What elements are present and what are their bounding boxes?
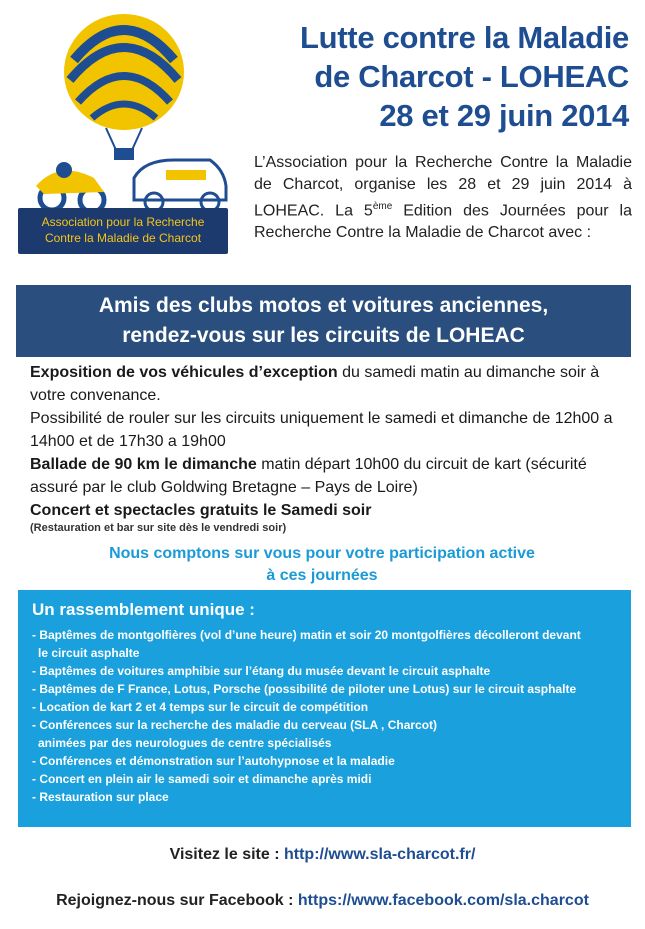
website-link[interactable]: http://www.sla-charcot.fr/ (284, 846, 476, 863)
expo-paragraph (30, 361, 634, 407)
title-line3: 28 et 29 juin 2014 (379, 98, 629, 133)
facebook-label: Rejoignez-nous sur Facebook : (56, 892, 298, 909)
facebook-link[interactable]: https://www.facebook.com/sla.charcot (297, 892, 589, 909)
intro-text-after: Edition des Journées pour la Recherche Contre la Maladie de Charcot avec : (254, 202, 633, 242)
banner-line1: Amis des clubs motos et voitures anciennes, (98, 294, 549, 317)
list-item: - Baptêmes de voitures amphibie sur l’étang du musée devant le circuit asphalte (32, 664, 491, 678)
logo-caption-line1: Association pour la Recherche (41, 215, 205, 229)
page-title (249, 18, 629, 135)
list-item: - Conférences et démonstration sur l’autohypnose et la maladie (32, 754, 395, 768)
concert-note: (Restauration et bar sur site dès le vendredi soir) (30, 522, 287, 534)
ballade-paragraph (30, 453, 634, 499)
list-item: - Conférences sur la recherche des maladie du cerveau (SLA , Charcot) (32, 718, 438, 732)
logo-caption (18, 208, 228, 254)
list-item: - Baptêmes de montgolfières (vol d’une heure) matin et soir 20 montgolfières décolleront devant (32, 628, 581, 642)
list-item: animées par des neurologues de centre spécialisés (38, 736, 332, 750)
concert-paragraph (30, 499, 634, 522)
list-item: - Concert en plein air le samedi soir et dimanche après midi (32, 772, 372, 786)
participation-callout (30, 543, 614, 587)
program-list (32, 626, 581, 806)
ballade-bold: Ballade de 90 km le dimanche (30, 456, 257, 473)
website-label: Visitez le site : (169, 846, 284, 863)
list-item: - Baptêmes de F France, Lotus, Porsche (possibilité de piloter une Lotus) sur le circuit asphalte (32, 682, 577, 696)
banner-line2: rendez-vous sur les circuits de LOHEAC (122, 324, 525, 347)
concert-bold: Concert et spectacles gratuits le Samedi soir (30, 502, 372, 519)
rouler-paragraph: Possibilité de rouler sur les circuits uniquement le samedi et dimanche de 12h00 a 14h00 et de 17h30 a 19h00 (30, 410, 613, 450)
logo-caption-line2: Contre la Maladie de Charcot (44, 231, 202, 245)
callout-line1: Nous comptons sur vous pour votre participation active (109, 545, 535, 562)
list-item: - Restauration sur place (32, 790, 169, 804)
intro-text-before: L’Association pour la Recherche Contre la Maladie de Charcot, organise les 28 et 29 juin 2014 à LOHEAC. La 5 (254, 154, 632, 220)
intro-superscript: ème (372, 201, 393, 212)
list-item: - Location de kart 2 et 4 temps sur le circuit de compétition (32, 700, 369, 714)
list-item: le circuit asphalte (38, 646, 140, 660)
expo-bold: Exposition de vos véhicules d’exception (30, 364, 338, 381)
expo-rest: du samedi matin au dimanche soir à votre convenance. (30, 364, 600, 404)
event-banner (16, 285, 631, 357)
intro-paragraph (254, 152, 632, 244)
program-box (18, 590, 631, 827)
program-title: Un rassemblement unique : (32, 600, 255, 619)
event-details (30, 361, 634, 535)
balloon-and-vehicles-illustration (14, 10, 232, 215)
facebook-line (0, 892, 645, 910)
title-line1: Lutte contre la Maladie (300, 20, 629, 55)
ballade-rest: matin départ 10h00 du circuit de kart (sécurité assuré par le club Goldwing Bretagne – Pays de Loire) (30, 456, 587, 496)
website-line (0, 846, 645, 864)
title-line2: de Charcot - LOHEAC (314, 59, 629, 94)
callout-line2: à ces journées (266, 567, 378, 584)
